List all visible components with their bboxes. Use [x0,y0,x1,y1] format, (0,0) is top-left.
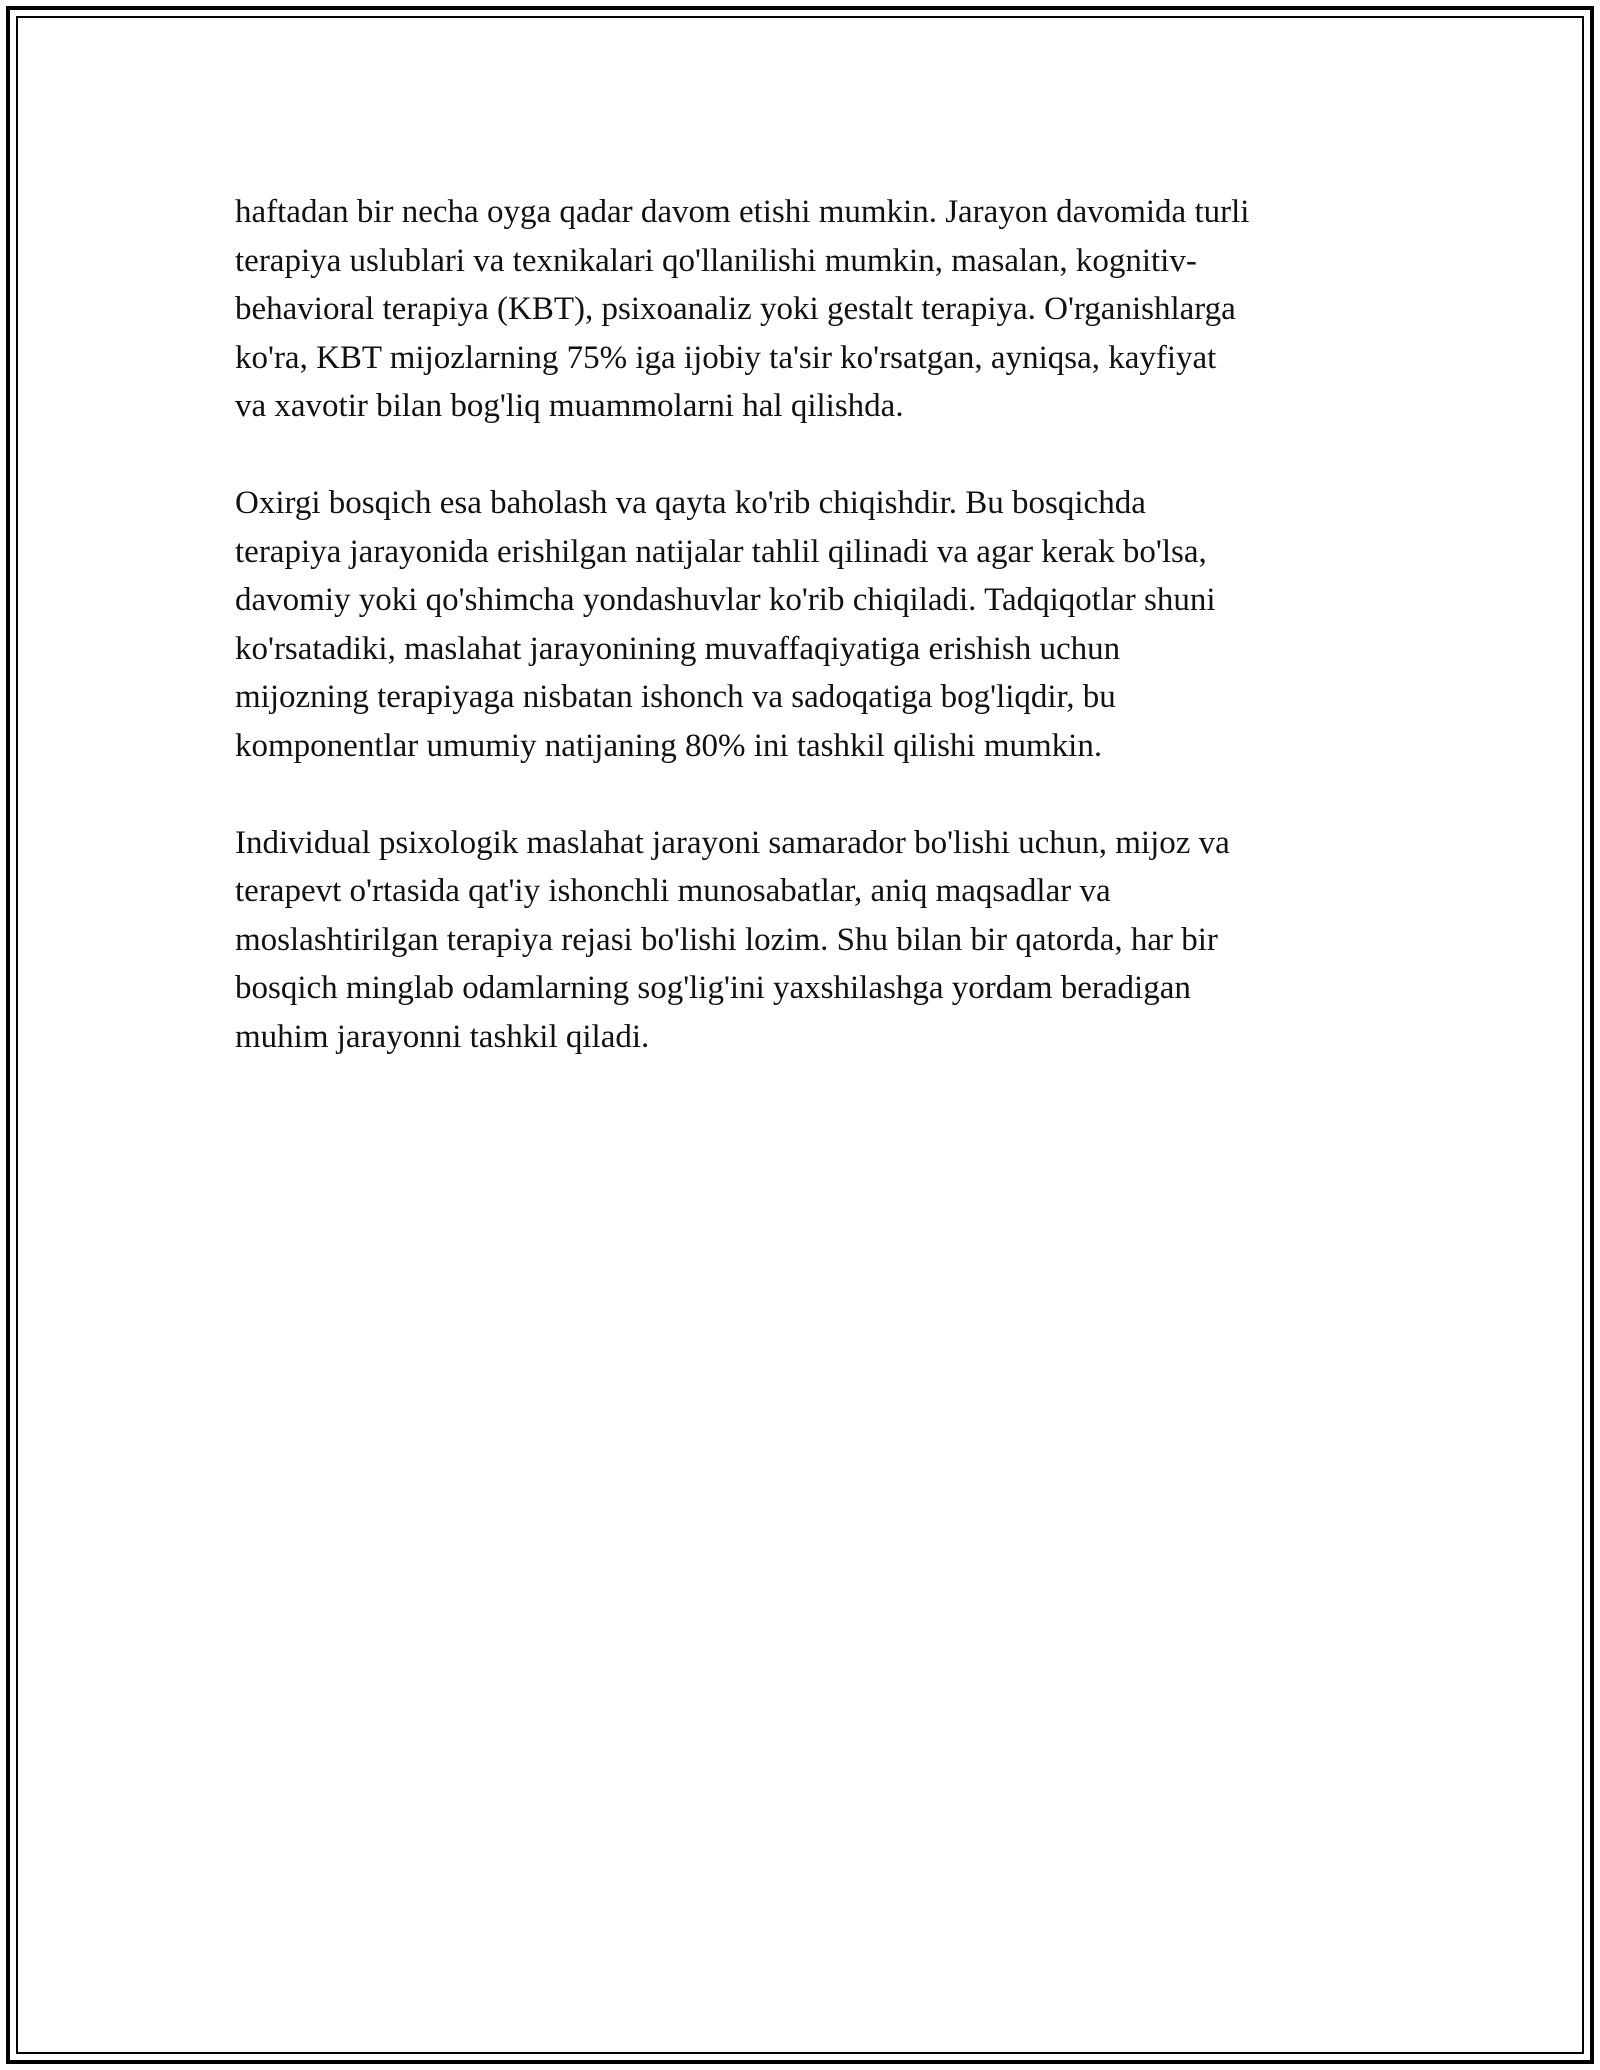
document-body [235,188,1375,1110]
paragraph [235,819,1375,1062]
text-line: ko'ra, KBT mijozlarning 75% iga ijobiy ta'sir ko'rsatgan, ayniqsa, kayfiyat [235,339,1217,376]
text-line: Individual psixologik maslahat jarayoni samarador bo'lishi uchun, mijoz va [235,824,1230,861]
text-line: komponentlar umumiy natijaning 80% ini tashkil qilishi mumkin. [235,727,1103,764]
text-line: mijozning terapiyaga nisbatan ishonch va sadoqatiga bog'liqdir, bu [235,679,1116,715]
text-line: Oxirgi bosqich esa baholash va qayta ko'rib chiqishdir. Bu bosqichda [235,485,1146,521]
text-line: terapiya uslublari va texnikalari qo'llanilishi mumkin, masalan, kognitiv- [235,242,1197,279]
text-line: terapevt o'rtasida qat'iy ishonchli munosabatlar, aniq maqsadlar va [235,873,1111,909]
text-line: davomiy yoki qo'shimcha yondashuvlar ko'rib chiqiladi. Tadqiqotlar shuni [235,582,1216,618]
text-line: moslashtirilgan terapiya rejasi bo'lishi lozim. Shu bilan bir qatorda, har bir [235,921,1218,958]
paragraph [235,188,1375,431]
text-line: va xavotir bilan bog'liq muammolarni hal qilishda. [235,388,904,424]
text-line: bosqich minglab odamlarning sog'lig'ini yaxshilashga yordam beradigan [235,970,1191,1006]
paragraph [235,479,1375,770]
text-line: behavioral terapiya (KBT), psixoanaliz yoki gestalt terapiya. O'rganishlarga [235,291,1236,327]
text-line: ko'rsatadiki, maslahat jarayonining muvaffaqiyatiga erishish uchun [235,630,1121,667]
text-line: muhim jarayonni tashkil qiladi. [235,1018,650,1055]
text-line: haftadan bir necha oyga qadar davom etishi mumkin. Jarayon davomida turli [235,194,1250,230]
text-line: terapiya jarayonida erishilgan natijalar tahlil qilinadi va agar kerak bo'lsa, [235,533,1207,570]
